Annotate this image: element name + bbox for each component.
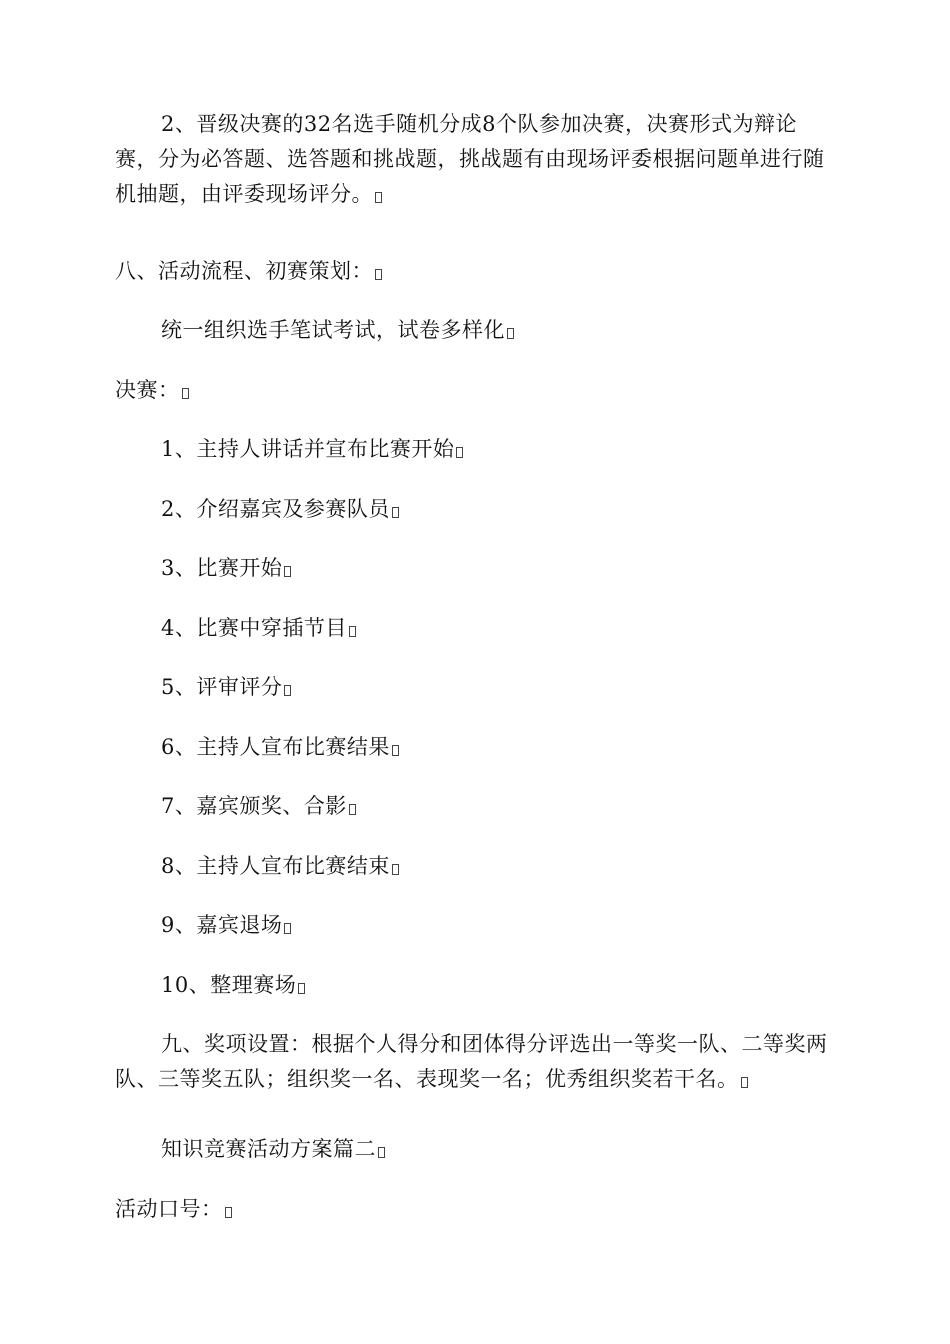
paragraph-mark-icon — [298, 983, 305, 994]
paragraph-mark-icon — [741, 1077, 748, 1088]
paragraph-mark-icon — [225, 1207, 232, 1218]
list-item-step-9: 9、嘉宾退场 — [115, 908, 835, 943]
list-item-step-2: 2、介绍嘉宾及参赛队员 — [115, 492, 835, 527]
list-item-step-10: 10、整理赛场 — [115, 968, 835, 1003]
list-item-step-4: 4、比赛中穿插节目 — [115, 611, 835, 646]
paragraph-mark-icon — [284, 566, 291, 577]
paragraph-final-rules: 2、晋级决赛的32名选手随机分成8个队参加决赛，决赛形式为辩论赛，分为必答题、选答题和挑战题，挑战题有由现场评委根据问题单进行随机抽题，由评委现场评分。 — [115, 112, 825, 206]
list-item-step-6: 6、主持人宣布比赛结果 — [115, 730, 835, 765]
section-title-part-two: 知识竞赛活动方案篇二 — [115, 1132, 835, 1167]
paragraph-mark-icon — [349, 804, 356, 815]
list-item-step-1: 1、主持人讲话并宣布比赛开始 — [115, 432, 835, 467]
list-item-step-3: 3、比赛开始 — [115, 551, 835, 586]
paragraph-mark-icon — [392, 745, 399, 756]
paragraph-mark-icon — [392, 507, 399, 518]
paragraph-mark-icon — [375, 269, 382, 280]
paragraph-mark-icon — [284, 923, 291, 934]
section-heading-process: 八、活动流程、初赛策划： — [115, 254, 835, 289]
paragraph-mark-icon — [375, 192, 382, 203]
paragraph-written-exam: 统一组织选手笔试考试，试卷多样化 — [115, 313, 835, 348]
paragraph-mark-icon — [378, 1147, 385, 1158]
section-heading-slogan: 活动口号： — [115, 1192, 835, 1227]
paragraph-mark-icon — [284, 685, 291, 696]
paragraph-awards: 九、奖项设置：根据个人得分和团体得分评选出一等奖一队、二等奖两队、三等奖五队；组织奖一名、表现奖一名；优秀组织奖若干名。 — [115, 1032, 828, 1091]
list-item-step-7: 7、嘉宾颁奖、合影 — [115, 789, 835, 824]
list-item-step-5: 5、评审评分 — [115, 670, 835, 705]
paragraph-mark-icon — [392, 864, 399, 875]
paragraph-mark-icon — [507, 328, 514, 339]
paragraph-mark-icon — [456, 447, 463, 458]
paragraph-mark-icon — [349, 626, 356, 637]
paragraph-mark-icon — [182, 388, 189, 399]
list-item-step-8: 8、主持人宣布比赛结束 — [115, 849, 835, 884]
section-heading-final: 决赛： — [115, 373, 835, 408]
